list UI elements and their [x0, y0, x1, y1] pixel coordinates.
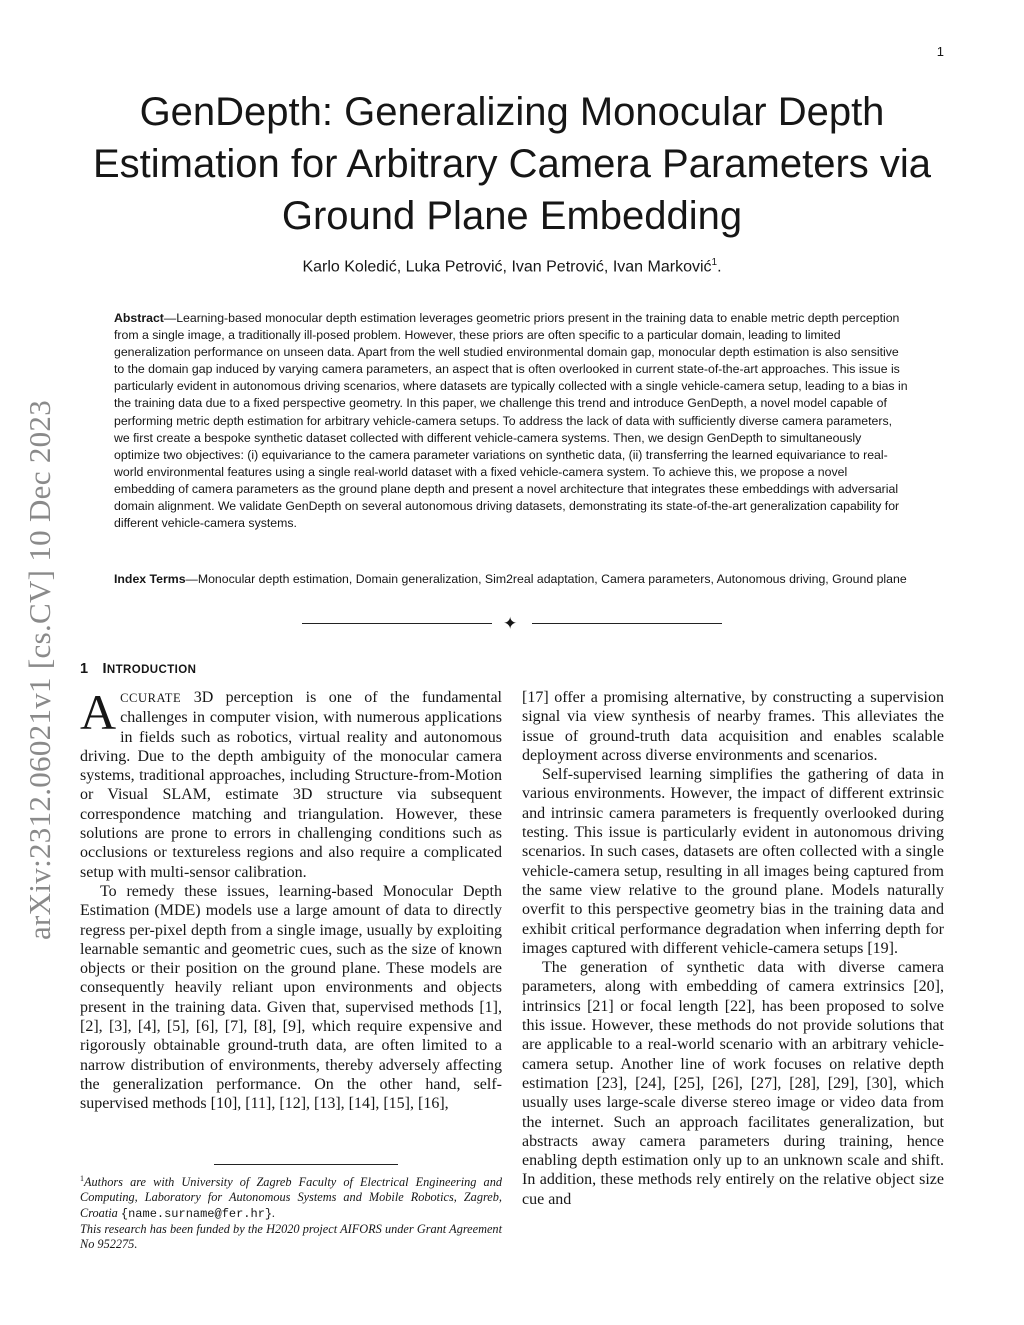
email-address: {name.surname@fer.hr}	[120, 1206, 273, 1221]
paragraph	[80, 684, 502, 882]
page-number: 1	[936, 44, 944, 59]
body-column-right	[522, 688, 944, 1209]
divider-rule-left	[302, 623, 492, 624]
divider-rule-right	[532, 623, 722, 624]
abstract	[114, 310, 910, 532]
title-line: Estimation for Arbitrary Camera Parameters via	[92, 142, 932, 186]
section-title-initial: I	[102, 661, 107, 677]
footnote-rule	[214, 1164, 398, 1165]
author-list	[80, 257, 944, 276]
footnote-funding: This research has been funded by the H2020 project AIFORS under Grant Agreement No 952275.	[80, 1221, 502, 1251]
author-list-end: .	[717, 258, 722, 276]
drop-cap: A	[80, 684, 117, 740]
paper-title	[80, 86, 944, 242]
index-terms	[114, 571, 910, 588]
paragraph: The generation of synthetic data with diverse camera parameters, along with embedding of camera extrinsics [20], intrinsics [21] or focal length [22], has been proposed to solve this issue. However, these methods do not provide solutions that are applicable to a real-world scenario with an arbitrary vehicle-camera setup. Another line of work focuses on relative depth estimation [23], [24], [25], [26], [27], [28], [29], [30], which usually uses large-scale diverse stereo image or video data from the internet. Such an approach facilitates generalization, but abstracts away camera parameters during training, hence enabling depth estimation only up to an unknown scale and shift. In addition, these methods rely entirely on the relative object size cue and	[522, 959, 944, 1208]
paragraph: [17] offer a promising alternative, by constructing a supervision signal via view synthesis of nearby frames. This alleviates the issue of ground-truth data acquisition and enables scalable deployment across diverse environments and scenarios.	[522, 689, 944, 764]
section-divider	[302, 614, 722, 634]
footnote-affiliation	[80, 1171, 502, 1222]
footnote-marker: 1	[80, 1174, 84, 1183]
author-names: Karlo Koledić, Luka Petrović, Ivan Petrović, Ivan Marković	[302, 258, 712, 276]
title-line: Ground Plane Embedding	[281, 194, 743, 238]
section-heading-introduction	[80, 661, 196, 677]
abstract-label: Abstract	[114, 311, 164, 325]
index-terms-label: Index Terms	[114, 572, 186, 586]
body-column-left	[80, 684, 502, 1114]
title-line: GenDepth: Generalizing Monocular Depth	[139, 90, 885, 134]
section-number: 1	[80, 661, 89, 677]
author-footnote-marker: 1	[711, 257, 718, 268]
arxiv-identifier-stamp: arXiv:2312.06021v1 [cs.CV] 10 Dec 2023	[22, 399, 57, 940]
smallcaps-lead: CCURATE	[120, 691, 182, 705]
section-title-rest: NTRODUCTION	[106, 664, 197, 676]
footnote-affiliation-end: .	[272, 1205, 276, 1220]
footnotes	[80, 1171, 502, 1252]
paragraph: To remedy these issues, learning-based Monocular Depth Estimation (MDE) models use a large amount of data to directly regress per-pixel depth from a single image, usually by exploiting learnable semantic and geometric cues, such as the size of known objects or their position on the ground plane. These models are consequently heavily reliant upon environments and objects present in the training data. Given that, supervised methods [1], [2], [3], [4], [5], [6], [7], [8], [9], which require expensive and rigorously obtainable ground-truth data, are often limited to a narrow distribution of environments, thereby adversely affecting the generalization performance. On the other hand, self-supervised methods [10], [11], [12], [13], [14], [15], [16],	[80, 882, 502, 1113]
index-terms-text: —Monocular depth estimation, Domain generalization, Sim2real adaptation, Camera parameters, Autonomous driving, Ground plane	[185, 572, 907, 586]
paragraph: Self-supervised learning simplifies the gathering of data in various environments. However, the impact of different extrinsic and intrinsic camera parameters is frequently overlooked during testing. This issue is particularly evident in autonomous driving scenarios. In such cases, datasets are often collected with a single vehicle-camera setup, resulting in all images being captured from the same view relative to the ground plane. Models naturally overfit to this perspective geometry bias in the training data and exhibit critical performance degradation when inferring depth for images captured with different vehicle-camera setups [19].	[522, 766, 944, 957]
abstract-text: —Learning-based monocular depth estimation leverages geometric priors present in the training data to enable metric depth perception from a single image, a traditionally ill-posed problem. However, these priors are often specific to a particular domain, leading to limited generalization performance on unseen data. Apart from the well studied environmental domain gap, monocular depth estimation is also sensitive to the domain gap induced by varying camera parameters, an aspect that is often overlooked in current state-of-the-art approaches. This issue is particularly evident in autonomous driving scenarios, where datasets are typically collected with a single vehicle-camera setup, leading to a bias in the training data due to a fixed perspective geometry. In this paper, we challenge this trend and introduce GenDepth, a novel model capable of performing metric depth estimation for arbitrary vehicle-camera setups. To address the lack of data with sufficiently diverse camera parameters, we first create a bespoke synthetic dataset collected with different vehicle-camera systems. Then, we design GenDepth to simultaneously optimize two objectives: (i) equivariance to the camera parameter variations on synthetic data, (ii) transferring the learned equivariance to real-world environmental features using a single real-world dataset with a fixed vehicle-camera system. To achieve this, we propose a novel embedding of camera parameters as the ground plane depth and present a novel architecture that integrates these embeddings with adversarial domain alignment. We validate GenDepth on several autonomous driving datasets, demonstrating its state-of-the-art generalization capability for different vehicle-camera systems.	[114, 311, 908, 531]
divider-diamond-icon: ✦	[503, 614, 518, 633]
footnote-affiliation-text: Authors are with University of Zagreb Faculty of Electrical Engineering and Computing, Laboratory for Autonomous Systems and Mobile Robotics, Zagreb, Croatia	[80, 1175, 502, 1220]
paragraph-text: 3D perception is one of the fundamental challenges in computer vision, with numerous applications in fields such as robotics, virtual reality and autonomous driving. Due to the depth ambiguity of the monocular camera systems, traditional approaches, including Structure-from-Motion or Visual SLAM, estimate 3D structure via subsequent correspondence matching and triangulation. However, these solutions are prone to errors in challenging conditions such as occlusions or textureless regions and also require a complicated setup with multi-sensor calibration.	[80, 689, 502, 881]
